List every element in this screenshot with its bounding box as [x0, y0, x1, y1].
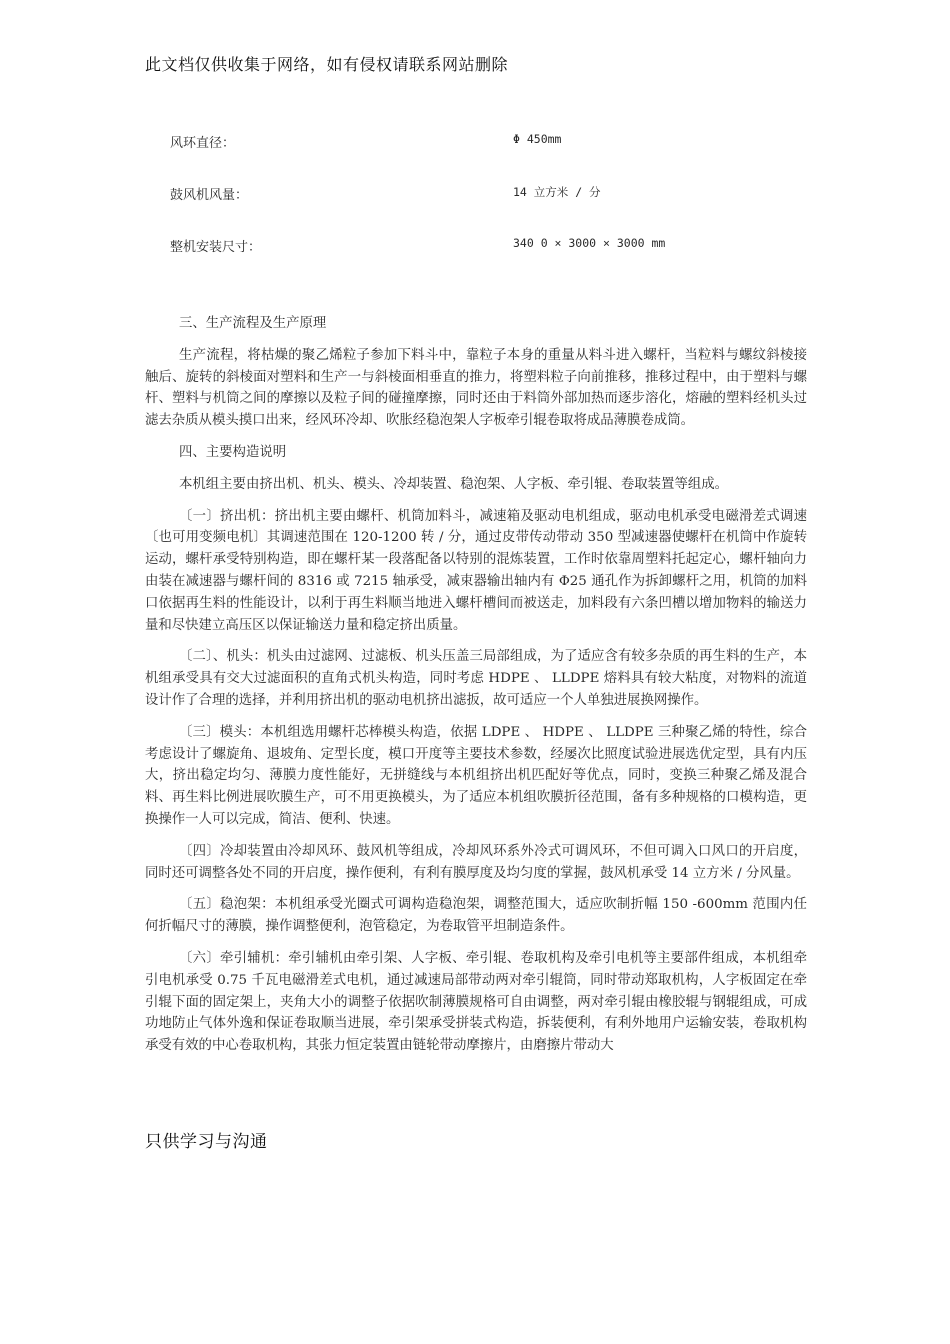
spec-label: 鼓风机风量：: [170, 188, 249, 203]
page-header: 此文档仅供收集于网络，如有侵权请联系网站删除: [145, 55, 509, 74]
paragraph: 〔二〕、机头：机头由过滤网、过滤板、机头压盖三局部组成，为了适应含有较多杂质的再生料的生产，本机组承受具有交大过滤面积的直角式机头构造，同时考虑 HDPE 、 LLDPE 熔料具有较大粘度，对物料的流道设计作了合理的选择，并利用挤出机的驱动电机挤出滤扳，故可适应一个人单独进展换网操作。: [145, 649, 807, 708]
spec-value: 340 0 × 3000 × 3000 mm: [513, 236, 666, 250]
section-heading: 三、生产流程及生产原理: [179, 316, 327, 331]
paragraph: 本机组主要由挤出机、机头、模头、冷却装置、稳泡架、人字板、牵引辊、卷取装置等组成。: [179, 476, 729, 492]
document-body: [145, 313, 807, 1067]
paragraph: 生产流程，将枯燥的聚乙烯粒子参加下料斗中，靠粒子本身的重量从料斗进入螺杆，当粒料与螺纹斜棱接触后、旋转的斜棱面对塑料和生产一与斜棱面相垂直的推力，将塑料粒子向前推移，推移过程中，由于塑料与螺杆、塑料与机筒之间的摩擦以及粒子间的碰撞摩擦，同时还由于料筒外部加热而逐步溶化，熔融的塑料经机头过滤去杂质从模头摸口出来，经风环冷却、吹胀经稳泡架人字板牵引辊卷取将成品薄膜卷成筒。: [145, 347, 807, 429]
paragraph: 〔四〕冷却装置由冷却风环、鼓风机等组成，冷却风环系外冷式可调风环，不但可调入口风口的开启度，同时还可调整各处不同的开启度，操作便利，有利有膜厚度及均匀度的掌握，鼓风机承受 14 立方米 / 分风量。: [145, 843, 807, 881]
section-heading: 四、主要构造说明: [179, 444, 287, 460]
paragraph: 〔三〕模头：本机组选用螺杆芯棒模头构造，依据 LDPE 、 HDPE 、 LLDPE 三种聚乙烯的特性，综合考虑设计了螺旋角、退坡角、定型长度，模口开度等主要技术参数，经屡次比照度试验进展选优定型，具有内压大，挤出稳定均匀、薄膜力度性能好，无拼缝线与本机组挤出机匹配好等优点，同时，变换三种聚乙烯及混合料、再生料比例进展吹膜生产，可不用更换模头，为了适应本机组吹膜折径范围，备有多种规格的口模构造，更换操作一人可以完成，简洁、便利、快速。: [145, 724, 807, 827]
spec-value: Φ 450mm: [513, 132, 562, 146]
paragraph: 〔五〕稳泡架：本机组承受光圈式可调构造稳泡架，调整范围大，适应吹制折幅 150 -600mm 范围内任何折幅尺寸的薄膜，操作调整便利，泡管稳定，为卷取管平坦制造条件。: [145, 897, 807, 935]
page-footer: 只供学习与沟通: [145, 1132, 268, 1152]
spec-value: 14 立方米 / 分: [513, 185, 601, 199]
paragraph: 〔六〕牵引辅机：牵引辅机由牵引架、人字板、牵引辊、卷取机构及牵引电机等主要部件组成，本机组牵引电机承受 0.75 千瓦电磁滑差式电机，通过减速局部带动两对牵引辊筒，同时带动郑取机构，人字板固定在牵引辊下面的固定架上，夹角大小的调整子依据吹制薄膜规格可自由调整，两对牵引辊由橡胶辊与钢辊组成，可成功地防止气体外逸和保证卷取顺当进展，牵引架承受拼装式构造，拆装便利，有利外地用户运输安装，卷取机构承受有效的中心卷取机构，其张力恒定装置由链轮带动摩擦片，由磨擦片带动大: [145, 950, 807, 1054]
spec-label: 风环直径：: [170, 136, 236, 151]
spec-label: 整机安装尺寸：: [170, 240, 262, 255]
paragraph: 〔一〕挤出机：挤出机主要由螺杆、机筒加料斗，减速箱及驱动电机组成，驱动电机承受电磁滑差式调速〔也可用变频电机〕其调速范围在 120-1200 转 / 分，通过皮带传动带动 350 型减速器使螺杆在机筒中作旋转运动，螺杆承受特别构造，即在螺杆某一段落配备以特别的混炼装置，工作时依靠周塑料托起定心，螺杆轴向力由装在减速器与螺杆间的 8316 或 7215 轴承受，减束器输出轴内有 Φ25 通孔作为拆卸螺杆之用，机筒的加料口依据再生料的性能设计，以利于再生料顺当地进入螺杆槽间而被送走，加料段有六条凹槽以增加物料的输送力量和尽快建立高压区以保证输送力量和稳定挤出质量。: [145, 508, 807, 633]
